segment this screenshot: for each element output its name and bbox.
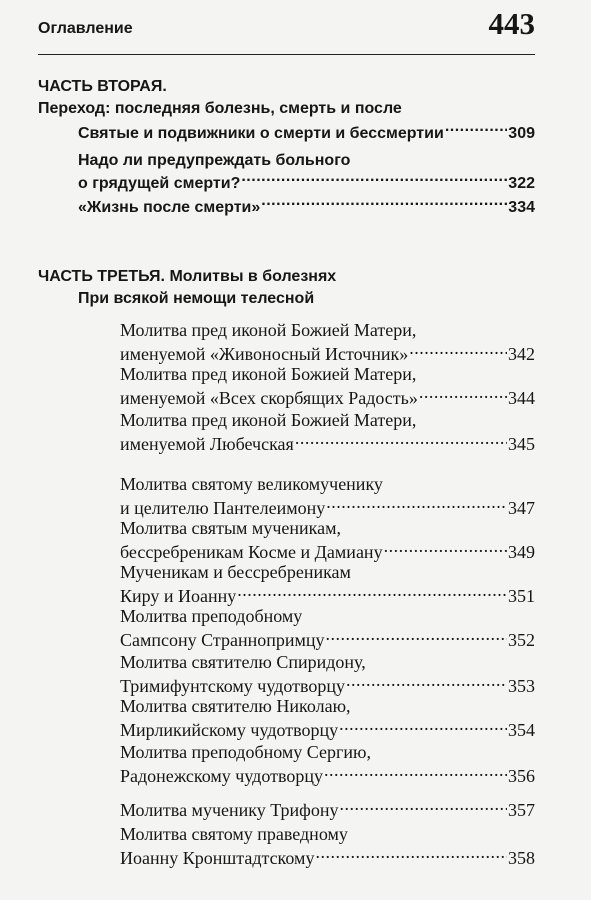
dot-leader	[326, 496, 507, 514]
header-rule	[38, 54, 535, 55]
toc-entry-title-line: Молитва святителю Спиридону,	[120, 652, 366, 672]
toc-entry-title-line: Мирликийскому чудотворцу	[120, 720, 339, 740]
toc-entry-title-line: Надо ли предупреждать больного	[78, 152, 351, 169]
toc-entry	[120, 798, 535, 822]
dot-leader	[324, 764, 507, 782]
toc-entry-title-line: Молитва святителю Николаю,	[120, 696, 351, 716]
toc-entry-page-number: 347	[508, 498, 535, 518]
dot-leader	[241, 172, 507, 188]
toc-entry-page-number: 322	[508, 175, 535, 192]
toc-entry-page-number: 334	[508, 199, 535, 216]
running-head: Оглавление	[38, 20, 133, 37]
dot-leader	[445, 122, 507, 138]
toc-entry	[78, 196, 535, 219]
toc-entry-title-line: Тримифунтскому чудотворцу	[120, 676, 345, 696]
toc-entry-title-line: Молитва мученику Трифону	[120, 800, 339, 820]
dot-leader	[237, 584, 507, 602]
toc-entry-title-line: Молитва преподобному	[120, 606, 303, 626]
dot-leader	[295, 432, 507, 450]
toc-entry	[120, 408, 535, 456]
dot-leader	[339, 718, 507, 736]
toc-entry-title-line: Молитва святым мученикам,	[120, 518, 341, 538]
toc-entry-last-line	[120, 764, 535, 788]
toc-entry-title-line: Святые и подвижники о смерти и бессмертии	[78, 125, 444, 142]
toc-entry	[120, 650, 535, 698]
toc-entry-title-line: именуемой Любечская	[120, 434, 294, 454]
toc-entry-page-number: 352	[508, 630, 535, 650]
toc-entry	[120, 822, 535, 870]
toc-entry-page-number: 354	[508, 720, 535, 740]
toc-entry-page-number: 357	[508, 800, 535, 820]
toc-entry-title-line: бессребреникам Косме и Дамиану	[120, 542, 383, 562]
toc-entry-last-line	[78, 172, 535, 195]
toc-entry-title-line: Мученикам и бессребреникам	[120, 562, 351, 582]
toc-entry-title-line: Молитва преподобному Сергию,	[120, 742, 371, 762]
toc-entry-page-number: 353	[508, 676, 535, 696]
dot-leader	[419, 386, 507, 404]
toc-entry-title-line: «Жизнь после смерти»	[78, 199, 261, 216]
toc-entry-page-number: 349	[508, 542, 535, 562]
toc-entry-title-line: именуемой «Всех скорбящих Радость»	[120, 388, 418, 408]
page-number: 443	[488, 6, 535, 41]
toc-entry-title-line: именуемой «Живоносный Источник»	[120, 344, 409, 364]
toc-entry	[120, 362, 535, 410]
toc-entry-title-line: о грядущей смерти?	[78, 175, 241, 192]
toc-entry-last-line	[120, 386, 535, 410]
toc-entry-page-number: 356	[508, 766, 535, 786]
part-three-section-title: При всякой немощи телесной	[78, 290, 315, 307]
toc-entry-page-number: 344	[508, 388, 535, 408]
toc-entry	[78, 150, 535, 195]
part-two-section-title: Переход: последняя болезнь, смерть и после	[38, 100, 402, 117]
toc-entry	[120, 604, 535, 652]
toc-entry-page-number: 309	[508, 125, 535, 142]
toc-entry-title-line: Киру и Иоанну	[120, 586, 237, 606]
toc-entry	[120, 740, 535, 788]
dot-leader	[326, 628, 507, 646]
toc-entry-page-number: 358	[508, 848, 535, 868]
dot-leader	[384, 540, 507, 558]
toc-entry-title-line: Молитва святому праведному	[120, 824, 348, 844]
toc-entry-page-number: 342	[508, 344, 535, 364]
toc-entry	[120, 694, 535, 742]
dot-leader	[346, 674, 507, 692]
toc-entry-title-line: Сампсону Страннопримцу	[120, 630, 325, 650]
toc-entry-page-number: 345	[508, 434, 535, 454]
toc-entry-last-line	[120, 846, 535, 870]
toc-entry-last-line	[78, 122, 535, 145]
toc-entry-last-line	[78, 196, 535, 219]
dot-leader	[339, 798, 507, 816]
toc-entry	[78, 122, 535, 145]
toc-entry-title-line: Радонежскому чудотворцу	[120, 766, 323, 786]
toc-entry-last-line	[120, 798, 535, 822]
toc-entry-title-line: Молитва пред иконой Божией Матери,	[120, 364, 417, 384]
toc-entry-title-line: Молитва пред иконой Божией Матери,	[120, 410, 417, 430]
dot-leader	[315, 846, 507, 864]
toc-entry-last-line	[120, 628, 535, 652]
toc-entry-page-number: 351	[508, 586, 535, 606]
dot-leader	[261, 196, 507, 212]
toc-entry-title-line: Молитва святому великомученику	[120, 474, 383, 494]
toc-entry-last-line	[120, 432, 535, 456]
part-two-title: ЧАСТЬ ВТОРАЯ.	[38, 78, 167, 95]
toc-entry-title-line: Молитва пред иконой Божией Матери,	[120, 320, 417, 340]
toc-entry-title-line: Иоанну Кронштадтскому	[120, 848, 315, 868]
toc-entry	[120, 560, 535, 608]
dot-leader	[409, 342, 507, 360]
toc-entry	[120, 318, 535, 366]
toc-entry	[120, 516, 535, 564]
toc-entry-last-line	[120, 718, 535, 742]
toc-entry	[120, 472, 535, 520]
part-three-title: ЧАСТЬ ТРЕТЬЯ. Молитвы в болезнях	[38, 268, 337, 285]
toc-entry-title-line: и целителю Пантелеимону	[120, 498, 326, 518]
